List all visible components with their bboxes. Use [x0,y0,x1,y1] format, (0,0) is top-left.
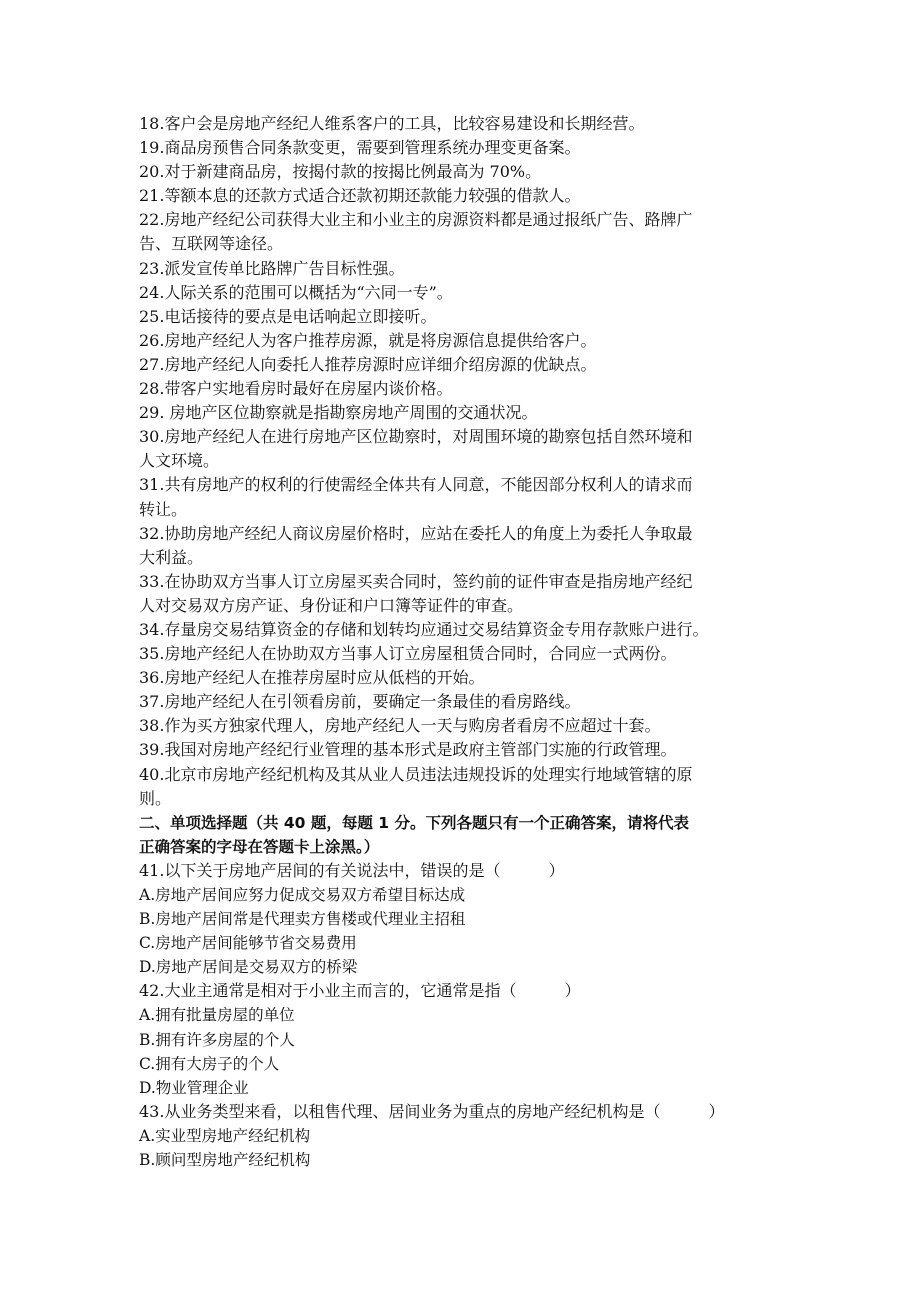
section-heading-line: 正确答案的字母在答题卡上涂黑。） [139,837,380,856]
section-heading-line: 二、单项选择题（共 40 题，每题 1 分。下列各题只有一个正确答案，请将代表 [139,813,689,832]
question-text-line: 40.北京市房地产经纪机构及其从业人员违法违规投诉的处理实行地域管辖的原 [139,764,693,784]
question-text-line: 22.房地产经纪公司获得大业主和小业主的房源资料都是通过报纸广告、路牌广 [139,210,693,230]
question-text-line: 30.房地产经纪人在进行房地产区位勘察时，对周围环境的勘察包括自然环境和 [139,427,693,447]
question-text-line: 36.房地产经纪人在推荐房屋时应从低档的开始。 [139,668,485,688]
question-text-line: 大利益。 [139,547,204,567]
question-text-line: 27.房地产经纪人向委托人推荐房源时应详细介绍房源的优缺点。 [139,354,597,374]
answer-option-line: D.物业管理企业 [139,1078,249,1097]
answer-option-line: B.拥有许多房屋的个人 [139,1030,295,1049]
question-text-line: 42.大业主通常是相对于小业主而言的，它通常是指（ ） [139,981,581,1001]
answer-option-line: B.顾问型房地产经纪机构 [139,1151,311,1170]
question-text-line: 23.派发宣传单比路牌广告目标性强。 [139,258,405,278]
question-text-line: 人对交易双方房产证、身份证和户口簿等证件的审查。 [139,595,524,615]
question-text-line: 33.在协助双方当事人订立房屋买卖合同时，签约前的证件审查是指房地产经纪 [139,571,693,591]
question-text-line: 34.存量房交易结算资金的存储和划转均应通过交易结算资金专用存款账户进行。 [139,619,709,639]
question-text-line: 告、互联网等途径。 [139,234,284,254]
answer-option-line: A.房地产居间应努力促成交易双方希望目标达成 [139,886,466,904]
question-text-line: 38.作为买方独家代理人，房地产经纪人一天与购房者看房不应超过十套。 [139,716,661,736]
question-text-line: 26.房地产经纪人为客户推荐房源，就是将房源信息提供给客户。 [139,330,597,350]
question-text-line: 24.人际关系的范围可以概括为“六同一专”。 [139,282,453,302]
question-text-line: 37.房地产经纪人在引领看房前，要确定一条最佳的看房路线。 [139,692,581,712]
question-text-line: 32.协助房地产经纪人商议房屋价格时，应站在委托人的角度上为委托人争取最 [139,523,693,543]
answer-option-line: C.房地产居间能够节省交易费用 [139,934,357,953]
question-text-line: 25.电话接待的要点是电话响起立即接听。 [139,306,437,326]
question-text-line: 35.房地产经纪人在协助双方当事人订立房屋租赁合同时，合同应一式两份。 [139,644,677,664]
question-text-line: 21.等额本息的还款方式适合还款初期还款能力较强的借款人。 [139,186,581,206]
answer-option-line: C.拥有大房子的个人 [139,1054,280,1073]
question-text-line: 41.以下关于房地产居间的有关说法中，错误的是（ ） [139,860,565,880]
question-text-line: 39.我国对房地产经纪行业管理的基本形式是政府主管部门实施的行政管理。 [139,740,677,760]
question-text-line: 转让。 [139,499,188,519]
question-text-line: 43.从业务类型来看，以租售代理、居间业务为重点的房地产经纪机构是（ ） [139,1101,725,1121]
question-text-line: 人文环境。 [139,451,220,471]
question-text-line: 29. 房地产区位勘察就是指勘察房地产周围的交通状况。 [139,403,538,423]
answer-option-line: A.拥有批量房屋的单位 [139,1006,295,1025]
answer-option-line: D.房地产居间是交易双方的桥梁 [139,958,358,977]
question-text-line: 20.对于新建商品房，按揭付款的按揭比例最高为 70%。 [139,162,542,182]
answer-option-line: B.房地产居间常是代理卖方售楼或代理业主招租 [139,910,466,929]
question-text-line: 则。 [139,788,172,808]
question-text-line: 31.共有房地产的权利的行使需经全体共有人同意，不能因部分权利人的请求而 [139,475,693,495]
document-page [139,112,799,1172]
question-text-line: 28.带客户实地看房时最好在房屋内谈价格。 [139,379,453,399]
question-text-line: 18.客户会是房地产经纪人维系客户的工具，比较容易建设和长期经营。 [139,114,645,133]
answer-option-line: A.实业型房地产经纪机构 [139,1126,311,1145]
question-text-line: 19.商品房预售合同条款变更，需要到管理系统办理变更备案。 [139,138,581,158]
